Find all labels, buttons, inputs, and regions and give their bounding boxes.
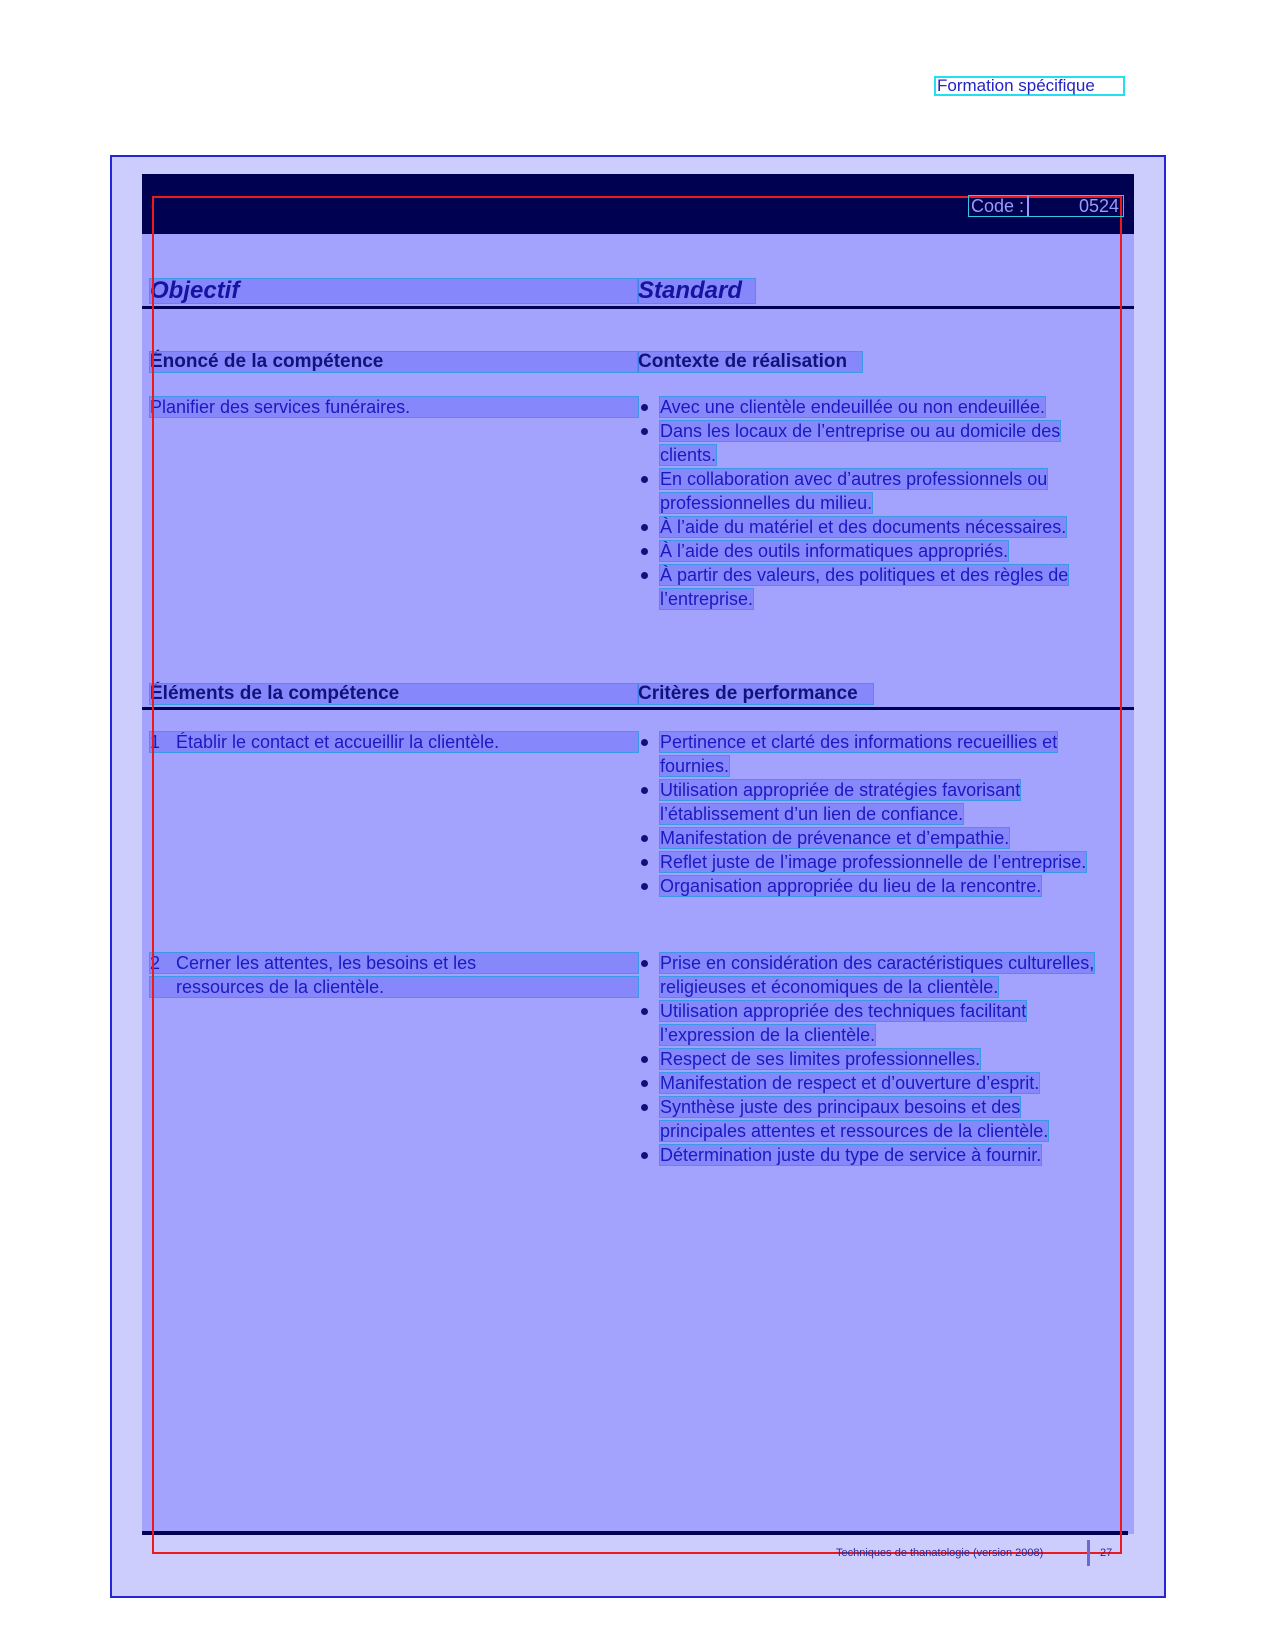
list-item: Utilisation appropriée de stratégies favorisant l’établissement d’un lien de confiance. xyxy=(638,778,1106,826)
context-list xyxy=(638,395,1106,611)
list-item: Avec une clientèle endeuillée ou non endeuillée. xyxy=(638,395,1106,419)
list-item: À partir des valeurs, des politiques et des règles de l’entreprise. xyxy=(638,563,1106,611)
list-item: Organisation appropriée du lieu de la rencontre. xyxy=(638,874,1106,898)
code-value: 0524 xyxy=(1078,196,1119,216)
element-text: Cerner les attentes, les besoins et les xyxy=(176,953,477,973)
objective-title: Objectif xyxy=(150,279,638,303)
list-item: À l’aide du matériel et des documents nécessaires. xyxy=(638,515,1106,539)
page-number: 27 xyxy=(1100,1547,1113,1559)
list-item: Dans les locaux de l’entreprise ou au domicile des clients. xyxy=(638,419,1106,467)
list-item: Pertinence et clarté des informations recueillies et fournies. xyxy=(638,730,1106,778)
list-item: Manifestation de respect et d’ouverture d’esprit. xyxy=(638,1071,1106,1095)
elements-rule xyxy=(142,707,1134,710)
element-text: ressources de la clientèle. xyxy=(176,977,385,997)
element-1 xyxy=(150,732,638,752)
list-item: En collaboration avec d’autres professionnels ou professionnelles du milieu. xyxy=(638,467,1106,515)
footer-text: Techniques de thanatologie (version 2008) xyxy=(836,1547,1044,1559)
running-head: Formation spécifique xyxy=(934,76,1125,96)
competence-text: Planifier des services funéraires. xyxy=(150,397,638,417)
code-separator xyxy=(1027,196,1029,216)
element-2-line2 xyxy=(150,977,638,997)
element-number: 2 xyxy=(150,953,161,973)
criteria-list-1 xyxy=(638,730,1106,898)
list-item: À l’aide des outils informatiques appropriés. xyxy=(638,539,1106,563)
performance-heading: Critères de performance xyxy=(638,684,873,704)
code-label: Code : xyxy=(971,196,1025,216)
list-item: Manifestation de prévenance et d’empathie. xyxy=(638,826,1106,850)
element-2-line1 xyxy=(150,953,638,973)
list-item: Détermination juste du type de service à fournir. xyxy=(638,1143,1106,1167)
list-item: Utilisation appropriée des techniques facilitant l’expression de la clientèle. xyxy=(638,999,1106,1047)
standard-title: Standard xyxy=(638,279,755,303)
criteria-list-2 xyxy=(638,951,1106,1167)
element-number: 1 xyxy=(150,732,161,752)
title-rule xyxy=(142,306,1134,309)
footer-separator xyxy=(1087,1540,1090,1566)
context-heading: Contexte de réalisation xyxy=(638,352,862,372)
code-box xyxy=(968,195,1124,217)
competence-heading: Énoncé de la compétence xyxy=(150,352,638,372)
list-item: Synthèse juste des principaux besoins et des principales attentes et ressources de la clientèle. xyxy=(638,1095,1106,1143)
list-item: Respect de ses limites professionnelles. xyxy=(638,1047,1106,1071)
list-item: Reflet juste de l’image professionnelle de l’entreprise. xyxy=(638,850,1106,874)
elements-heading: Éléments de la compétence xyxy=(150,684,638,704)
list-item: Prise en considération des caractéristiques culturelles, religieuses et économiques de la clientèle. xyxy=(638,951,1106,999)
footer-rule xyxy=(142,1531,1128,1535)
element-text: Établir le contact et accueillir la clientèle. xyxy=(176,732,500,752)
